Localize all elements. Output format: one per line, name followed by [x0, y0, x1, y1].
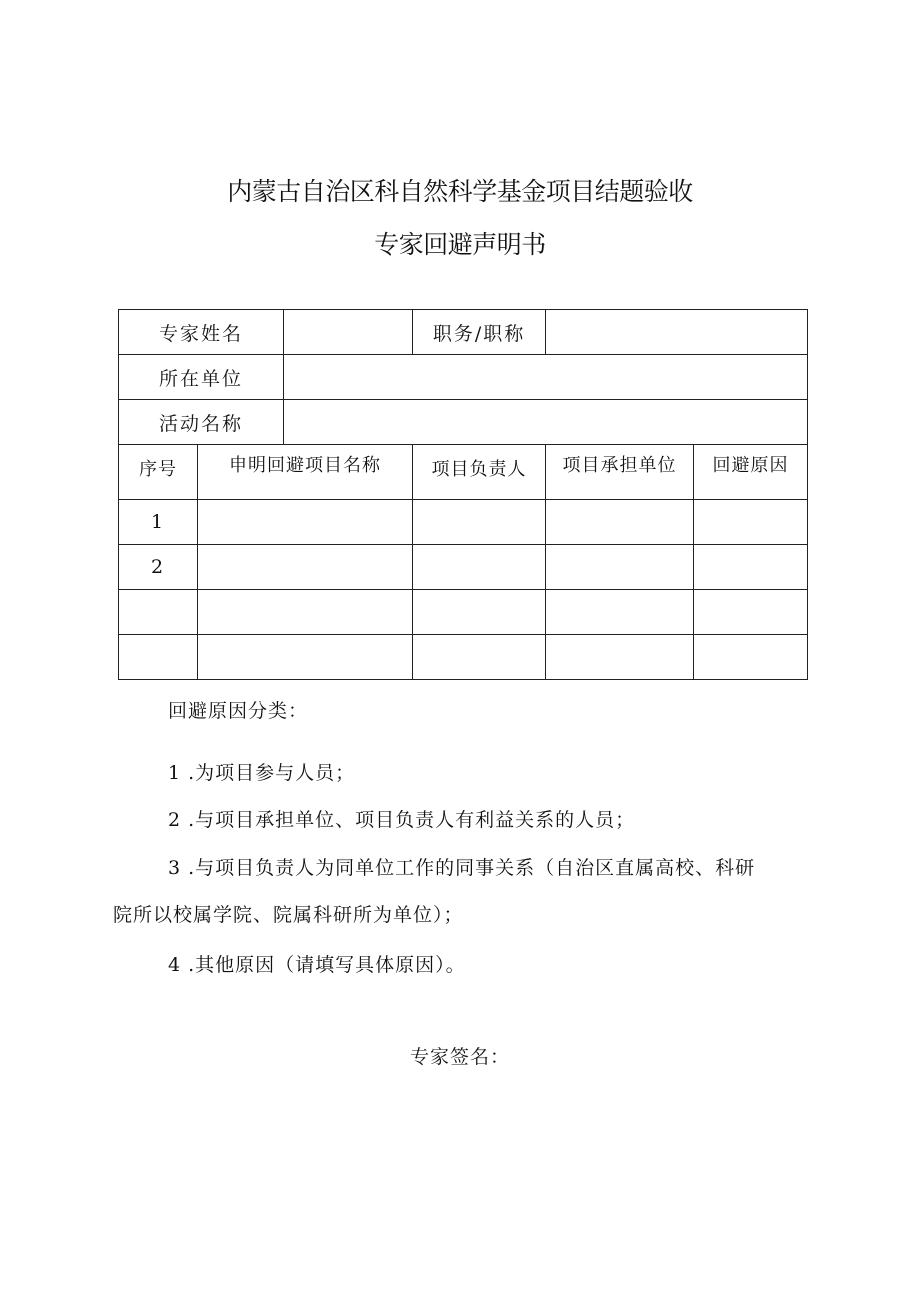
column-header-project-leader: 项目负责人: [413, 445, 546, 500]
row-seq: 2: [119, 545, 198, 590]
unit-row: [119, 355, 808, 400]
undertaking-unit-cell[interactable]: [546, 545, 694, 590]
table-row: [119, 635, 808, 680]
reason-item-3-line-2: 院所以校属学院、院属科研所为单位）；: [113, 904, 464, 926]
table-row: [119, 590, 808, 635]
column-header-project-name: 申明回避项目名称: [198, 445, 413, 500]
table-row: [119, 545, 808, 590]
row-seq: [119, 590, 198, 635]
position-label: 职务/职称: [413, 310, 546, 355]
expert-name-label: 专家姓名: [119, 310, 284, 355]
activity-row: [119, 400, 808, 445]
unit-field[interactable]: [284, 355, 808, 400]
reason-item-3-line-1: 3 .与项目负责人为同单位工作的同事关系（自治区直属高校、科研: [168, 857, 756, 879]
column-header-undertaking-unit: 项目承担单位: [546, 445, 694, 500]
activity-field[interactable]: [284, 400, 808, 445]
row-seq: [119, 635, 198, 680]
project-leader-cell[interactable]: [413, 635, 546, 680]
undertaking-unit-cell[interactable]: [546, 500, 694, 545]
project-name-cell[interactable]: [198, 590, 413, 635]
project-name-cell[interactable]: [198, 635, 413, 680]
reason-cell[interactable]: [694, 500, 808, 545]
column-header-seq: 序号: [119, 445, 198, 500]
project-name-cell[interactable]: [198, 545, 413, 590]
document-subtitle: 专家回避声明书: [374, 230, 546, 259]
table-header-row: [119, 445, 808, 500]
position-field[interactable]: [546, 310, 808, 355]
project-leader-cell[interactable]: [413, 500, 546, 545]
reason-item-1: 1 .为项目参与人员；: [168, 762, 356, 784]
reason-item-4: 4 .其他原因（请填写具体原因）。: [168, 954, 466, 976]
expert-signature-label: 专家签名：: [410, 1046, 511, 1068]
reason-cell[interactable]: [694, 590, 808, 635]
project-leader-cell[interactable]: [413, 590, 546, 635]
project-leader-cell[interactable]: [413, 545, 546, 590]
column-header-reason: 回避原因: [694, 445, 808, 500]
unit-label: 所在单位: [119, 355, 284, 400]
expert-name-field[interactable]: [284, 310, 413, 355]
declaration-form-table: [118, 309, 808, 680]
reason-cell[interactable]: [694, 635, 808, 680]
activity-label: 活动名称: [119, 400, 284, 445]
reasons-heading: 回避原因分类：: [168, 700, 309, 722]
row-seq: 1: [119, 500, 198, 545]
undertaking-unit-cell[interactable]: [546, 590, 694, 635]
document-title: 内蒙古自治区科自然科学基金项目结题验收: [227, 177, 693, 206]
reason-item-2: 2 .与项目承担单位、项目负责人有利益关系的人员；: [168, 809, 636, 831]
expert-info-row: [119, 310, 808, 355]
undertaking-unit-cell[interactable]: [546, 635, 694, 680]
reason-cell[interactable]: [694, 545, 808, 590]
table-row: [119, 500, 808, 545]
project-name-cell[interactable]: [198, 500, 413, 545]
